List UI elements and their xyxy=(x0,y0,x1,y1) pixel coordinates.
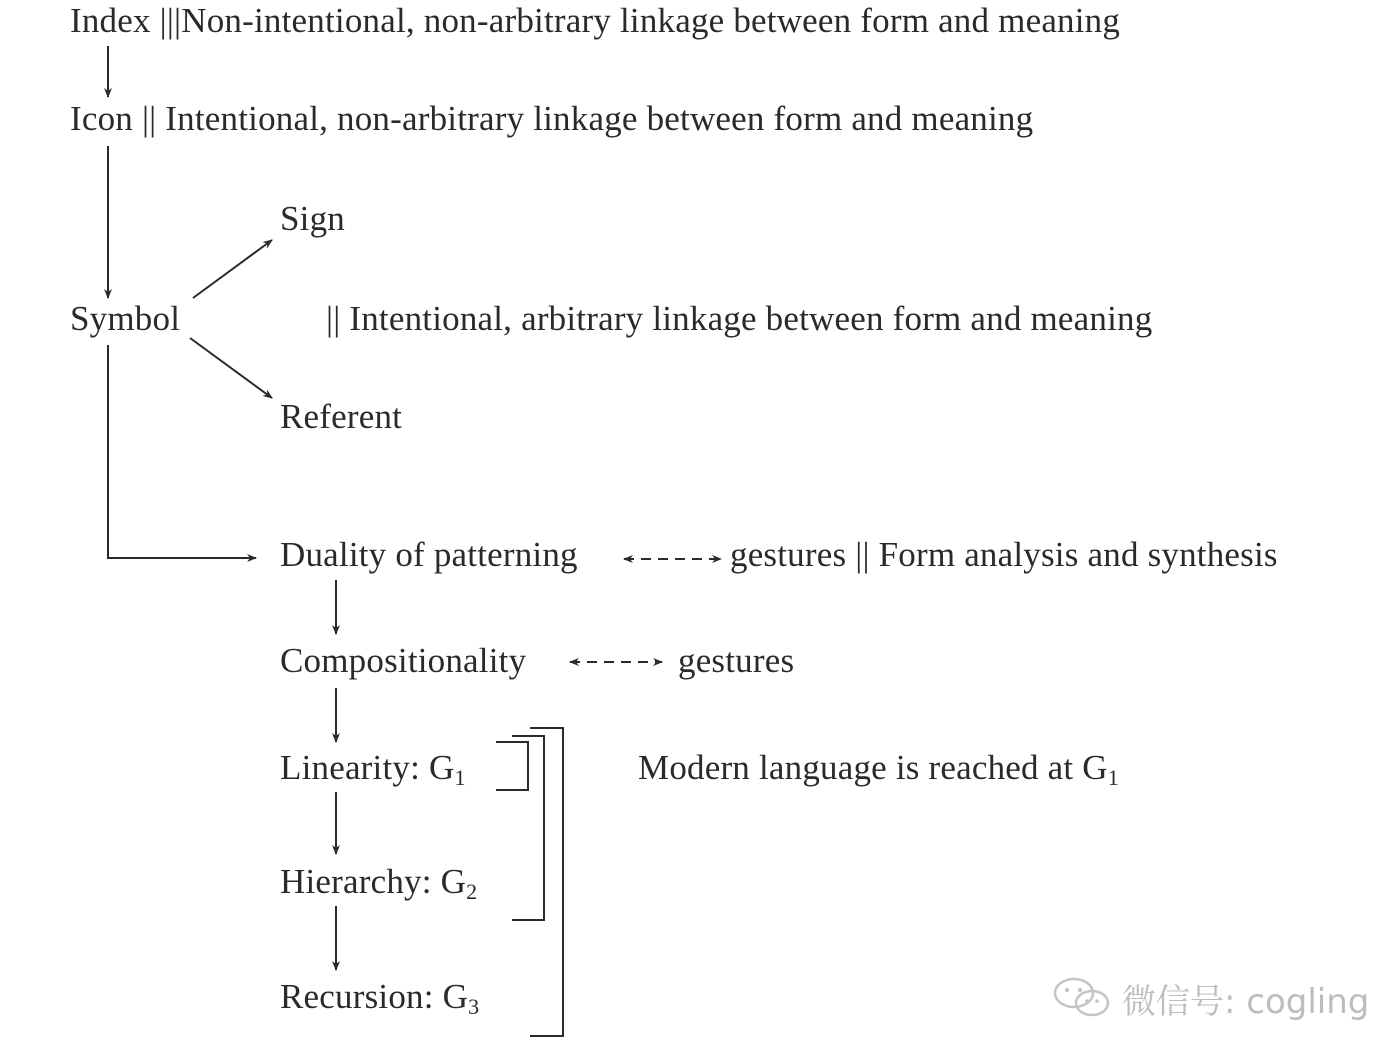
icon-label: Icon || Intentional, non-arbitrary linkage between form and meaning xyxy=(70,99,1034,138)
duality-of-patterning-label: Duality of patterning xyxy=(280,535,578,574)
hierarchy-subscript: 2 xyxy=(466,879,478,904)
arrow-symbol-to-referent xyxy=(190,338,272,398)
linearity-label: Linearity: $G_1$ xyxy=(280,748,466,790)
modern-language-note: Modern language is reached at $G_1$ xyxy=(638,748,1119,790)
watermark-text: 微信号: cogling xyxy=(1122,981,1370,1022)
modern-language-subscript: 1 xyxy=(1107,765,1119,790)
linearity-subscript: 1 xyxy=(454,765,466,790)
duality-gestures-label: gestures || Form analysis and synthesis xyxy=(730,535,1278,574)
bracket-g1-g3 xyxy=(530,728,563,1036)
recursion-subscript: 3 xyxy=(468,994,480,1019)
watermark xyxy=(1050,972,1369,1024)
symbol-description: || Intentional, arbitrary linkage between form and meaning xyxy=(326,299,1153,338)
sign-label: Sign xyxy=(280,199,345,238)
hierarchy-label: Hierarchy: $G_2$ xyxy=(280,862,478,904)
compositionality-gestures-label: gestures xyxy=(678,641,795,680)
bracket-g1 xyxy=(496,742,528,790)
arrow-symbol-to-sign xyxy=(193,240,272,298)
symbol-label: Symbol xyxy=(70,299,181,338)
recursion-label: Recursion: $G_3$ xyxy=(280,977,480,1019)
arrow-symbol-to-duality xyxy=(108,345,256,558)
wechat-logo-icon xyxy=(1050,975,1114,1021)
index-label: Index |||Non-intentional, non-arbitrary linkage between form and meaning xyxy=(70,1,1121,40)
referent-label: Referent xyxy=(280,397,403,436)
compositionality-label: Compositionality xyxy=(280,641,527,680)
